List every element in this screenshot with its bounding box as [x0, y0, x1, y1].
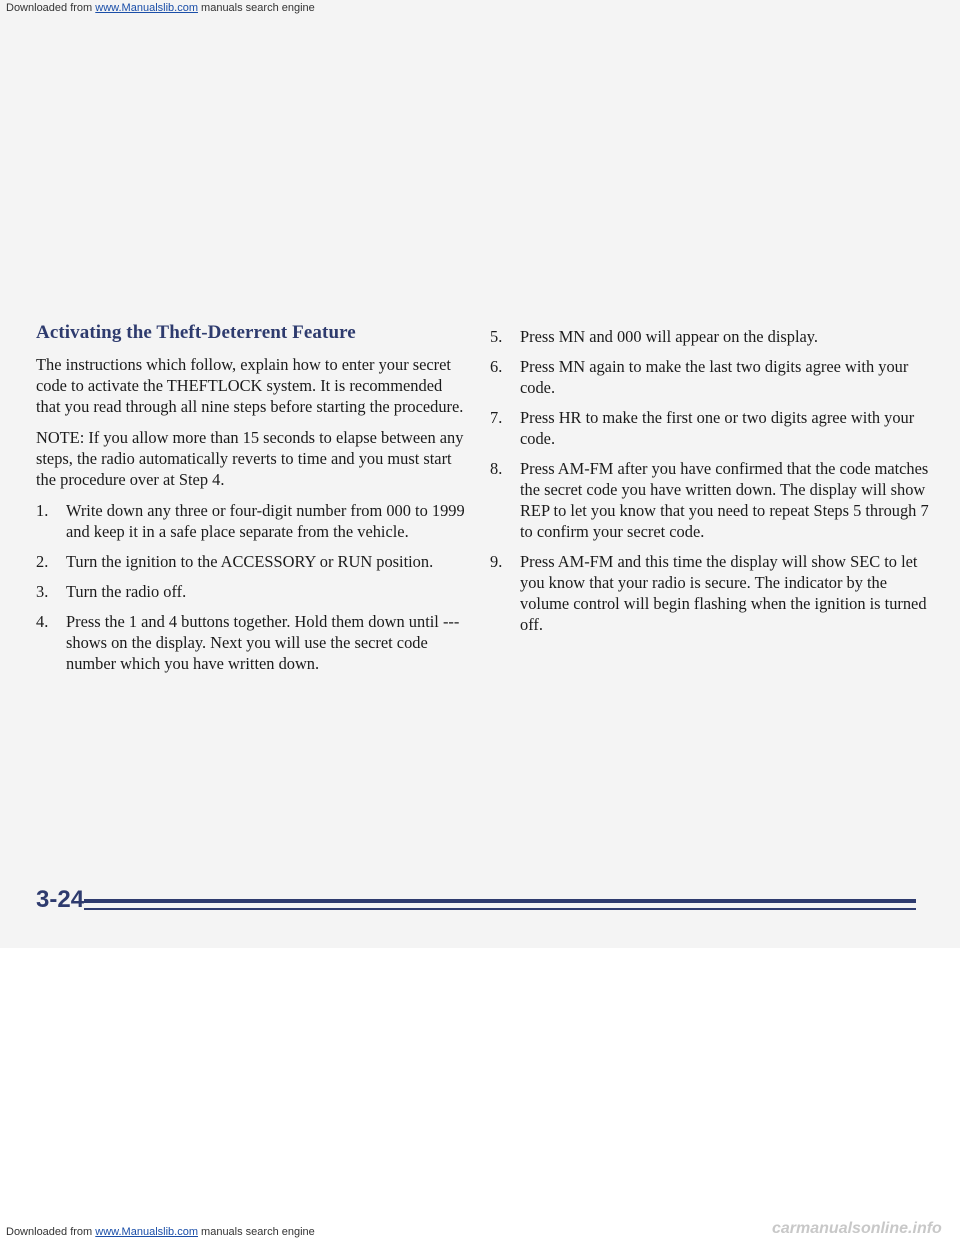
step-item	[490, 407, 930, 449]
footer-rule-thick	[84, 899, 916, 903]
step-item	[490, 356, 930, 398]
manualslib-link[interactable]: www.Manualslib.com	[95, 2, 198, 14]
step-number: 3.	[36, 582, 49, 601]
step-text: Press AM-FM and this time the display will show SEC to let you know that your radio is secure. The indicator by the volume control will begin flashing when the ignition is turned off.	[520, 552, 927, 634]
right-column	[490, 326, 930, 644]
page-footer	[36, 886, 916, 920]
step-text: Press HR to make the first one or two digits agree with your code.	[520, 408, 915, 448]
site-watermark: carmanualsonline.info	[772, 1220, 942, 1237]
section-heading: Activating the Theft-Deterrent Feature	[36, 322, 356, 343]
step-number: 5.	[490, 327, 503, 346]
left-column	[36, 322, 466, 683]
download-watermark-top: Downloaded from www.Manualslib.com manuals search engine	[6, 2, 315, 14]
step-number: 9.	[490, 552, 503, 571]
step-text: Turn the radio off.	[66, 582, 187, 601]
download-watermark-bottom: Downloaded from www.Manualslib.com manuals search engine	[6, 1226, 315, 1238]
step-item	[490, 326, 930, 347]
step-text: Turn the ignition to the ACCESSORY or RUN position.	[66, 552, 434, 571]
steps-list-right	[490, 326, 930, 635]
step-number: 6.	[490, 357, 503, 376]
step-item	[36, 500, 466, 542]
step-item	[36, 611, 466, 674]
step-number: 8.	[490, 459, 503, 478]
step-text: Write down any three or four-digit number from 000 to 1999 and keep it in a safe place separate from the vehicle.	[66, 501, 465, 541]
step-number: 4.	[36, 612, 49, 631]
manualslib-link-bottom[interactable]: www.Manualslib.com	[95, 1226, 198, 1238]
step-item	[36, 551, 466, 572]
step-number: 7.	[490, 408, 503, 427]
step-text: Press AM-FM after you have confirmed that the code matches the secret code you have written down. The display will show REP to let you know that you need to repeat Steps 5 through 7 to confirm your secret code.	[520, 459, 929, 541]
step-text: Press the 1 and 4 buttons together. Hold them down until --- shows on the display. Next you will use the secret code number which you have written down.	[66, 612, 460, 673]
page-number: 3-24	[36, 886, 85, 913]
step-item	[490, 551, 930, 635]
step-item	[490, 458, 930, 542]
steps-list-left	[36, 500, 466, 674]
footer-rule-thin	[84, 908, 916, 910]
step-text: Press MN again to make the last two digits agree with your code.	[520, 357, 909, 397]
step-number: 1.	[36, 501, 49, 520]
step-number: 2.	[36, 552, 49, 571]
intro-paragraph: The instructions which follow, explain how to enter your secret code to activate the THEFTLOCK system. It is recommended that you read through all nine steps before starting the procedure.	[36, 355, 464, 416]
note-paragraph: NOTE: If you allow more than 15 seconds to elapse between any steps, the radio automatically reverts to time and you must start the procedure over at Step 4.	[36, 428, 464, 489]
step-item	[36, 581, 466, 602]
step-text: Press MN and 000 will appear on the display.	[520, 327, 819, 346]
